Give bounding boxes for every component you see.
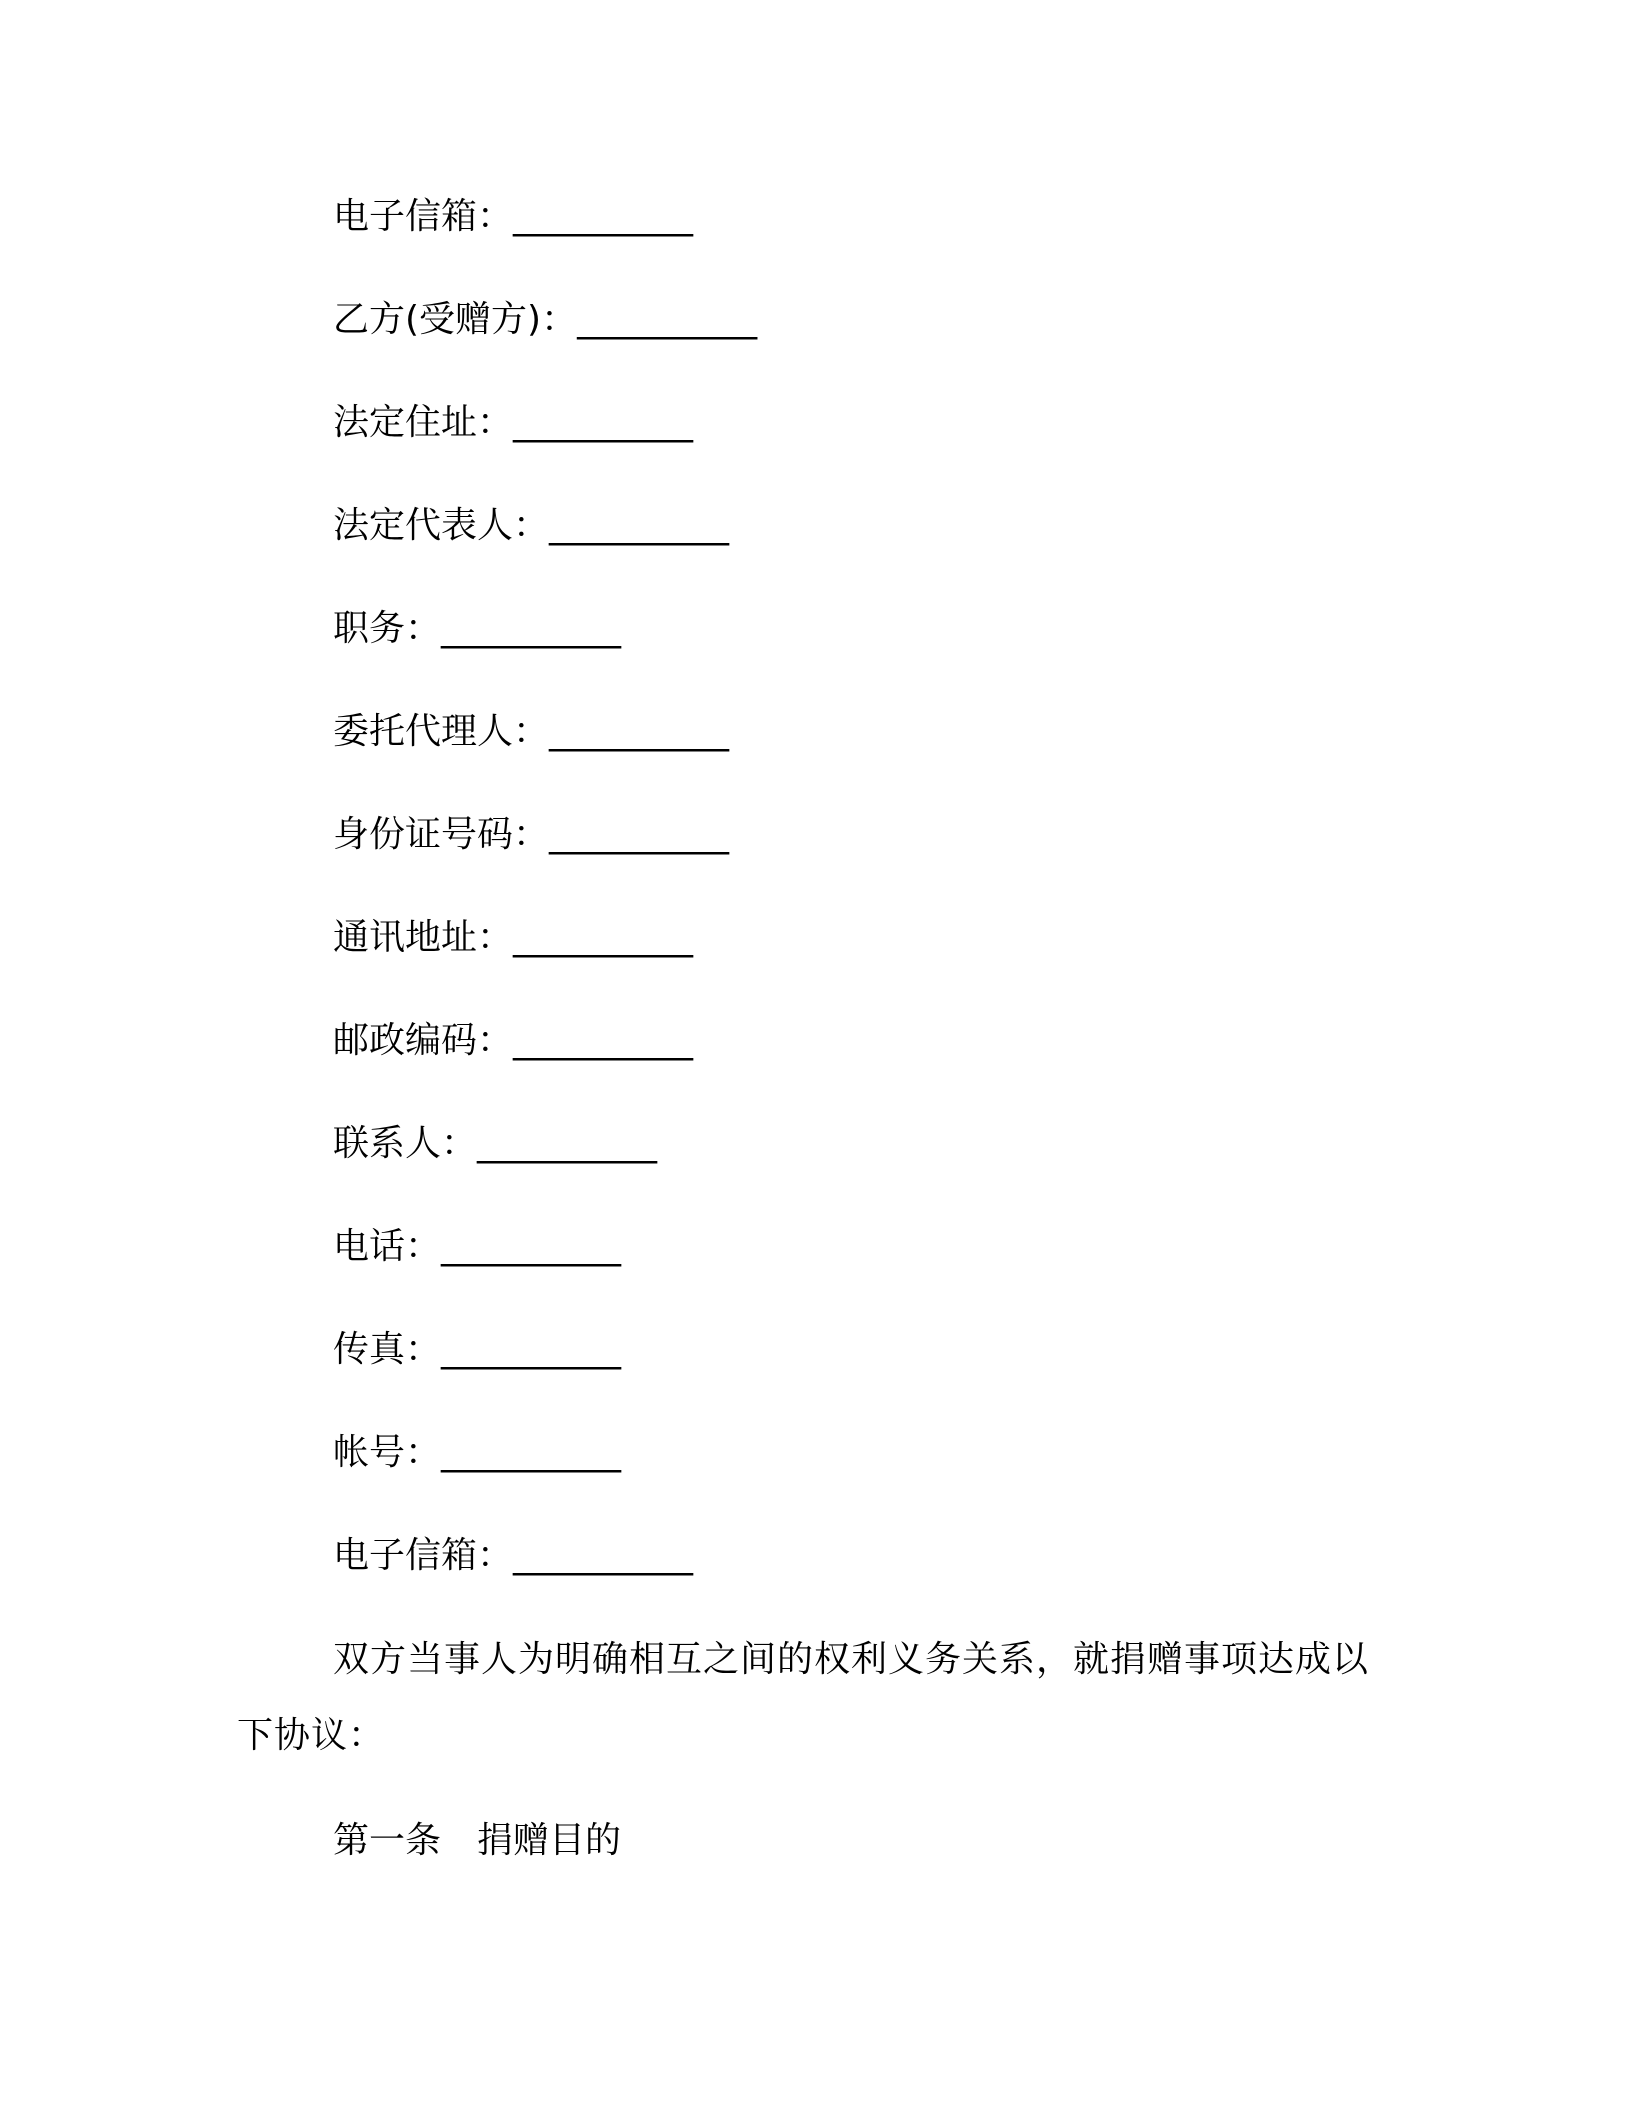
field-mailing-address: 通讯地址：__________ (333, 917, 694, 958)
article-heading: 第一条 捐赠目的 (333, 1820, 622, 1861)
field-account: 帐号：__________ (333, 1432, 622, 1473)
field-phone: 电话：__________ (333, 1226, 622, 1267)
agreement-paragraph: 双方当事人为明确相互之间的权利义务关系，就捐赠事项达成以下协议： (237, 1639, 1370, 1756)
field-legal-representative: 法定代表人：__________ (333, 505, 730, 546)
field-email-party-b: 电子信箱：__________ (333, 1535, 694, 1576)
field-id-number: 身份证号码：__________ (333, 814, 730, 855)
field-postal-code: 邮政编码：__________ (333, 1020, 694, 1061)
field-party-b-recipient: 乙方(受赠方)：__________ (333, 299, 758, 340)
field-authorized-agent: 委托代理人：__________ (333, 711, 730, 752)
field-position: 职务：__________ (333, 608, 622, 649)
field-fax: 传真：__________ (333, 1329, 622, 1370)
field-contact-person: 联系人：__________ (333, 1123, 658, 1164)
field-email-party-a: 电子信箱：__________ (333, 196, 694, 237)
field-legal-address: 法定住址：__________ (333, 402, 694, 443)
